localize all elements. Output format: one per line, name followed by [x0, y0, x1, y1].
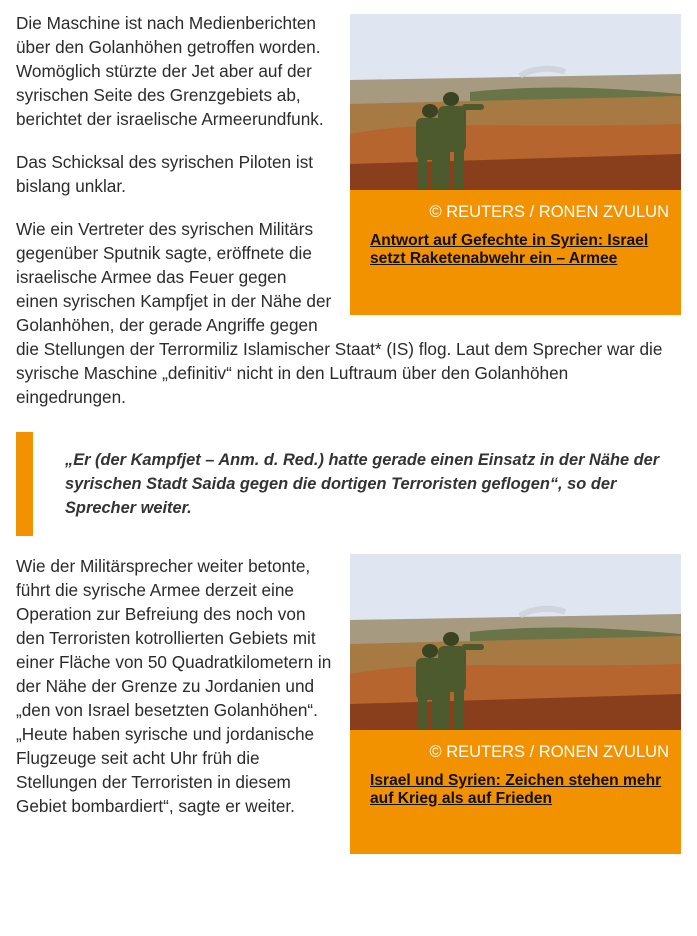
related-article-link[interactable]: Antwort auf Gefechte in Syrien: Israel setzt Raketenabwehr ein – Armee [370, 232, 649, 267]
soldiers-photo-illustration [350, 554, 681, 730]
article-photo[interactable] [350, 14, 681, 190]
paragraph: Die Maschine ist nach Medienberichten über den Golanhöhen getroffen worden. Womöglich stürzte der Jet aber auf der syrischen Seite des Grenzgebiets ab, berichtet der israelische Armeerundfunk. [16, 13, 324, 129]
quote-text: „Er (der Kampfjet – Anm. d. Red.) hatte gerade einen Einsatz in der Nähe der syrischen Stadt Saida gegen die dortigen Terroristen geflogen“, so der Sprecher weiter. [65, 451, 660, 517]
article-photo[interactable] [350, 554, 681, 730]
related-article-card[interactable] [350, 554, 681, 854]
article [16, 0, 681, 854]
quote-accent-bar [16, 432, 33, 536]
related-article-link[interactable]: Israel und Syrien: Zeichen stehen mehr auf Krieg als auf Frieden [370, 772, 662, 807]
paragraph: Wie der Militärsprecher weiter betonte, führt die syrische Armee derzeit eine Operation zur Befreiung des noch von den Terroristen kotrollierten Gebiets mit einer Fläche von 50 Quadratkilometern in der Nähe der Grenze zu Jordanien und „den von Israel besetzten Golanhöhen“. „Heute haben syrische und jordanische Flugzeuge seit acht Uhr früh die Stellungen der Terroristen in diesem Gebiet bombardiert“, sagte er weiter. [16, 556, 332, 816]
photo-credit: © REUTERS / RONEN ZVULUN [429, 743, 669, 761]
blockquote [16, 432, 681, 536]
paragraph: Wie ein Vertreter des syrischen Militärs gegenüber Sputnik sagte, eröffnete die israelische Armee das Feuer gegen einen syrischen Kampfjet in der Nähe der Golanhöhen, der gerade Angriffe gegen die Stellungen der Terrormiliz Islamischer Staat* (IS) flog. Laut dem Sprecher war die syrische Maschine „definitiv“ nicht in den Luftraum über den Golanhöhen eingedrungen. [16, 219, 663, 407]
soldiers-photo-illustration [350, 14, 681, 190]
photo-credit: © REUTERS / RONEN ZVULUN [429, 203, 669, 221]
related-article-card[interactable] [350, 14, 681, 315]
paragraph: Das Schicksal des syrischen Piloten ist bislang unklar. [16, 152, 314, 196]
